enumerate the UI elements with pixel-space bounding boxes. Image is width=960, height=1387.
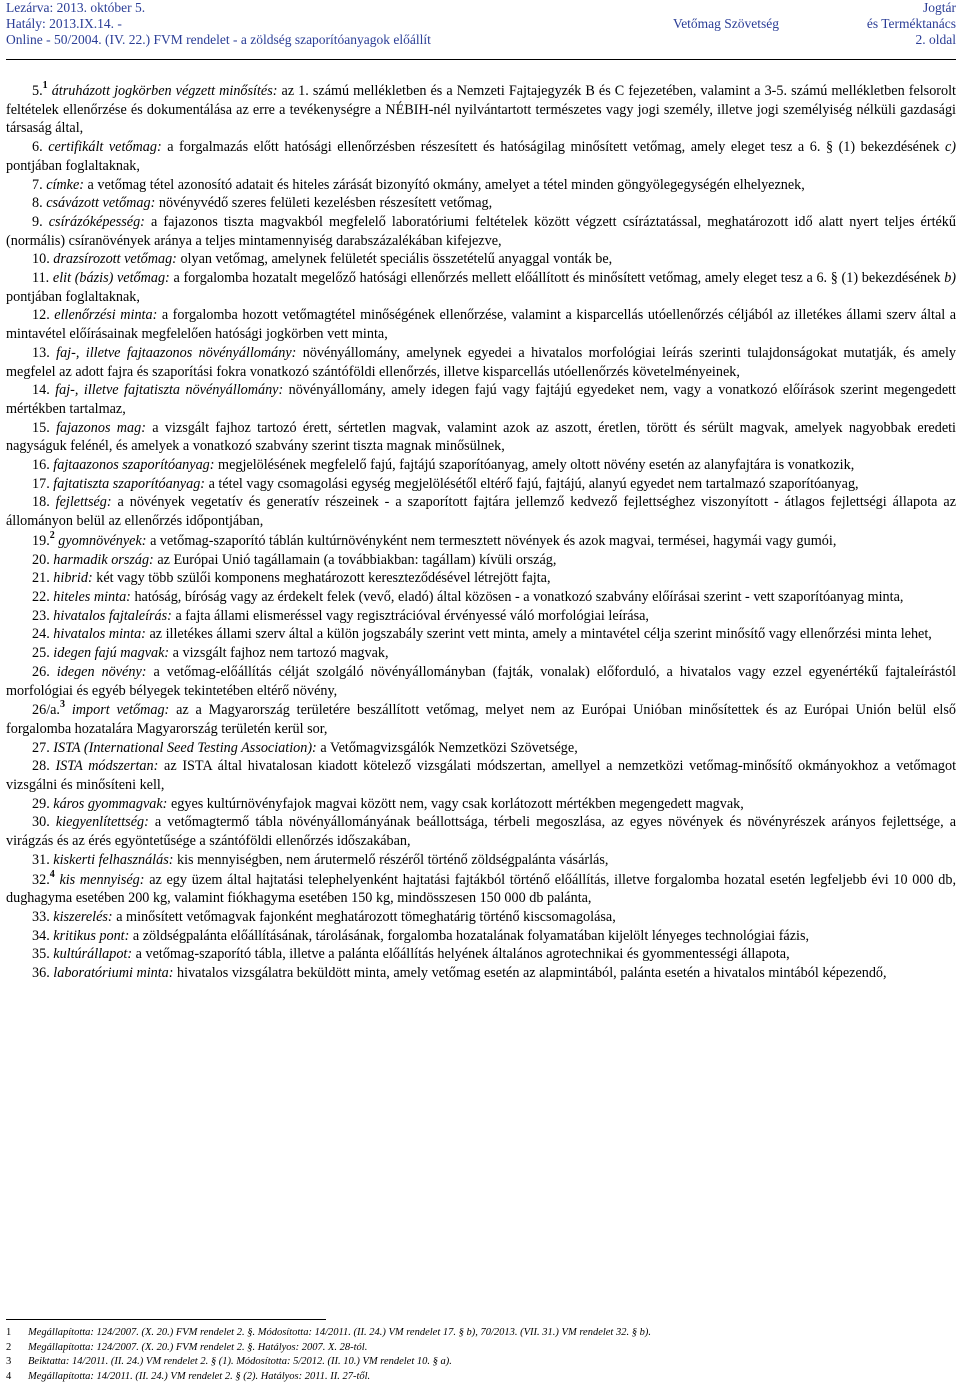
definition-item [6, 250, 956, 269]
definition-item [6, 138, 956, 175]
footnote-ref[interactable]: 3 [59, 699, 65, 711]
document-body [6, 82, 956, 983]
definition-text: növényállomány, amely idegen fajú vagy fajtájú egyedeket nem, vagy a vonatkozó előírások szerint megengedett mértékben tartalmaz, [6, 382, 956, 417]
point-reference: b) [944, 270, 957, 287]
item-number: 13. [32, 344, 50, 361]
definition-text: a vetőmag-szaporító táblán kultúrnövényként nem termesztett növények és azok magvai, termései, hagymái vagy gumói, [146, 532, 837, 549]
defined-term: laboratóriumi minta: [53, 965, 174, 982]
defined-term: harmadik ország: [53, 551, 154, 568]
defined-term: kritikus pont: [53, 927, 130, 944]
definition-item [6, 757, 956, 794]
item-number: 17. [32, 475, 50, 492]
header-organization-suffix: és Terméktanács [866, 16, 956, 31]
item-number: 34. [32, 927, 50, 944]
definition-item [6, 213, 956, 250]
defined-term: ISTA módszertan: [55, 758, 159, 775]
defined-term: ellenőrzési minta: [54, 307, 158, 324]
item-number: 5. [32, 83, 43, 99]
footnote [6, 1370, 956, 1385]
definition-text: növényállomány, amelynek egyedei a hivatalos morfológiai leírás szerinti tulajdonságokat mutatják, és amely megfelel az adott fajra és szaporítási fokra vonatkozó szántóföldi ellenőrzés, illetve kisparcellás utóellenőrzés követelményeinek, [6, 344, 956, 380]
definition-item [6, 381, 956, 418]
definition-text: a növények vegetatív és generatív részeinek - a szaporított fajtára jellemző kedvező fejlettséghez viszonyított - átlagos fejlettségi állapota az állományon belül az ellenőrzés időpontjában, [6, 494, 956, 530]
defined-term: csírázóképesség: [48, 213, 145, 230]
definition-item [6, 868, 957, 908]
item-number: 15. [32, 419, 50, 436]
definition-item [6, 306, 956, 343]
definition-text: a vetőmag tétel azonosító adatait és hiteles zárását bizonyító okmány, amelyet a tétel minden göngyölegegységén elhelyeznek, [84, 176, 805, 193]
item-number: 12. [32, 307, 50, 324]
definition-text: a fajta állami elismeréssel vagy regisztrációval érvényessé váló morfológiai leírása, [171, 607, 649, 624]
footnotes [6, 1326, 956, 1384]
defined-term: fejlettség: [55, 494, 112, 511]
item-number: 31. [32, 851, 50, 868]
footnote-number: 4 [6, 1370, 12, 1382]
definition-text: a vetőmag-szaporító tábla, illetve a palánta előállítás helyének általános agrotechnikai és gyommentességi állapota, [132, 946, 790, 963]
definition-item [6, 569, 956, 588]
footnote [6, 1341, 956, 1356]
definition-item [6, 475, 956, 494]
item-number: 29. [32, 795, 50, 812]
item-number: 30. [32, 814, 50, 831]
footnote-divider [6, 1319, 326, 1320]
item-number: 26/a. [32, 702, 60, 719]
definition-text: megjelölésének megfelelő fajú, fajtájú szaporítóanyag, amely oltott növény esetén az alanyfajtára is vonatkozik, [214, 457, 855, 474]
footnote-ref[interactable]: 4 [49, 868, 55, 880]
item-number: 32. [32, 871, 50, 888]
item-number: 14. [32, 382, 50, 399]
definition-item [6, 927, 956, 946]
defined-term: idegen növény: [56, 663, 147, 680]
definition-item [6, 644, 956, 663]
item-number: 22. [32, 588, 50, 605]
definition-item [6, 344, 956, 381]
definition-text: növényvédő szeres felületi kezelésben részesített vetőmag, [155, 195, 493, 212]
defined-term: elit (bázis) vetőmag: [52, 270, 170, 287]
definition-text: az a Magyarország területére beszállított vetőmag, melyet nem az Európai Unióban minősítettek és az Európai Unión belül első forgalomba hozatalára Magyarország területén kerül sor, [6, 702, 956, 737]
definition-item [6, 851, 956, 870]
definition-item [6, 607, 956, 626]
defined-term: import vetőmag: [71, 702, 170, 719]
definition-text: az 1. számú mellékletben és a Nemzeti Fajtajegyzék B és C fejezetében, valamint a 3-5. számú mellékletben felsorolt feltételek ellenőrzése és dokumentálása az erre a tevékenységre a NÉBIH-nél nyilvántartott természetes vagy jogi személy, illetve jogi személyiség nélküli gazdasági társaság által, [6, 83, 956, 137]
definition-item [6, 945, 956, 964]
definition-text: a zöldségpalánta előállításának, tárolásának, forgalomba hozatalának folyamatában kijelölt lényeges technológiai fázis, [129, 927, 810, 944]
definition-item [6, 625, 956, 644]
definition-text: az egy üzem által hajtatási telephelyenként hajtatási fajtákból történő előállítás, illetve forgalomba hozatal esetén legfeljebb évi 10 000 db, dughagyma esetében 200 kg, valamint fiókhagyma esetében 150 kg, mindösszesen 150 000 db palánta, [6, 871, 957, 907]
defined-term: hivatalos minta: [53, 626, 146, 643]
definition-item [6, 456, 956, 475]
defined-term: kiegyenlítettség: [55, 814, 149, 831]
definition-item [6, 419, 956, 456]
header-row-1 [6, 0, 956, 16]
definition-item [6, 588, 956, 607]
item-number: 23. [32, 607, 50, 624]
footnote-text: Megállapította: 124/2007. (X. 20.) FVM rendelet 2. §. Hatályos: 2007. X. 28-tól. [28, 1341, 368, 1353]
item-number: 9. [32, 213, 43, 230]
header-document-title: Online - 50/2004. (IV. 22.) FVM rendelet - a zöldség szaporítóanyagok előállít [6, 32, 431, 47]
definition-text: a forgalomba hozott vetőmagtétel minőségének ellenőrzése, valamint a kisparcellás utóellenőrzés céljából az illetékes állami szerv által a mintavétel előírásainak megfelelően hatósági jogkörben vett minta, [6, 307, 957, 343]
definition-text: a minősített vetőmagvak fajonként meghatározott tömeghatárig történő kiscsomagolása, [112, 908, 616, 925]
definition-item [6, 532, 956, 551]
definition-text: a vizsgált fajhoz nem tartozó magvak, [169, 645, 389, 662]
defined-term: ISTA (International Seed Testing Association): [53, 739, 317, 756]
header-divider [6, 59, 956, 60]
header-effective-date: Hatály: 2013.IX.14. - [6, 16, 122, 31]
defined-term: drazsírozott vetőmag: [53, 251, 177, 268]
definition-item [6, 551, 956, 570]
definition-item [6, 908, 956, 927]
defined-term: kiszerelés: [53, 908, 113, 925]
defined-term: fajtaazonos szaporítóanyag: [53, 457, 215, 474]
defined-term: faj-, illetve fajtaazonos növényállomány: [56, 344, 297, 361]
definition-text: az ISTA által hivatalosan kiadott kötelező vizsgálati módszertan, amellyel a nemzetközi vetőmag-minősítő okmányokhoz a vetőmagot vizsgálni és minősíteni kell, [6, 758, 957, 794]
definition-item [6, 964, 956, 983]
definition-text: a vetőmagtermő tábla növényállományának beállottsága, térbeli megoszlása, az egyes növények és növényrészek arányos fejlettsége, a virágzás és az érés egyöntetűsége a szántóföldi ellenőrzés időszakában, [6, 814, 957, 850]
definition-text: a tétel vagy csomagolási egység megjelölésétől eltérő fajú, fajtájú, alanyú egyedet nem tartalmazó szaporítóanyag, [205, 475, 859, 492]
definition-item [6, 82, 956, 138]
definition-text: két vagy több szülői komponens meghatározott kereszteződésével létrejött fajta, [92, 570, 551, 587]
item-number: 21. [32, 570, 50, 587]
item-number: 16. [32, 457, 50, 474]
defined-term: hivatalos fajtaleírás: [53, 607, 172, 624]
definition-text: a forgalmazás előtt hatósági ellenőrzésben részesített és hatóságilag minősített vetőmag, amely eleget tesz a 6. § (1) bekezdésének [161, 139, 945, 156]
definition-text: a vizsgált fajhoz tartozó érett, sértetlen magvak, valamint azok az aszott, éretlen, törött és sérült magvak, amelyek nagyobbak eredeti nagyságuk felénél, és amelyek a vonatkozó szabvány szerint tiszta magnak minősülnek, [6, 419, 957, 455]
item-number: 19. [32, 532, 50, 549]
item-number: 11. [32, 270, 50, 287]
item-number: 26. [32, 663, 50, 680]
definition-item [6, 194, 956, 213]
item-number: 28. [32, 758, 50, 775]
definition-text: hatóság, bíróság vagy az érdekelt felek (vevő, eladó) által közösen - a vonatkozó szabvány előírásai szerint - vett szaporítóanyag minta, [130, 588, 904, 605]
footnote-text: Megállapította: 124/2007. (X. 20.) FVM rendelet 2. §. Módosította: 14/2011. (II. 24.) VM rendelet 17. § b), 70/2013. (VII. 31.) VM rendelet 32. § b). [28, 1327, 651, 1338]
item-number: 25. [32, 645, 50, 662]
footnote-ref[interactable]: 2 [49, 530, 55, 542]
header-page-number: 2. oldal [915, 32, 956, 47]
footnote-text: Beiktatta: 14/2011. (II. 24.) VM rendelet 2. § (1). Módosította: 5/2012. (II. 10.) VM rendelet 10. § a). [28, 1356, 452, 1368]
defined-term: faj-, illetve fajtatiszta növényállomány: [55, 382, 284, 399]
definition-text: a vetőmag-előállítás célját szolgáló növényállományban (fajták, vonalak) előforduló, a hivatalos vagy ezzel egyenértékű fajtaleírástól morfológiai és egyéb bélyegek tekintetében eltérő növény, [6, 663, 957, 699]
definition-text: hivatalos vizsgálatra beküldött minta, amely vetőmag esetén az alapmintából, palánta esetén a hivatalos mintából képezendő, [173, 965, 887, 982]
definition-text: az Európai Unió tagállamain (a továbbiakban: tagállam) kívüli ország, [153, 551, 557, 568]
definition-text: a forgalomba hozatalt megelőző hatósági ellenőrzés mellett előállított és minősített vetőmag, amely eleget tesz a 6. § (1) bekezdésének [169, 270, 945, 287]
definition-item [6, 493, 956, 530]
page-header [6, 0, 956, 48]
defined-term: csávázott vetőmag: [46, 195, 156, 212]
definition-item [6, 663, 956, 700]
header-row-3 [6, 32, 956, 48]
defined-term: idegen fajú magvak: [53, 645, 170, 662]
defined-term: hiteles minta: [53, 588, 131, 605]
item-number: 10. [32, 251, 50, 268]
definition-text-cont: pontjában foglaltaknak, [6, 157, 140, 174]
footnote [6, 1355, 956, 1370]
defined-term: fajazonos mag: [56, 419, 146, 436]
definition-text: egyes kultúrnövényfajok magvai között nem, vagy csak korlátozott mértékben megengedett magvak, [167, 795, 744, 812]
item-number: 6. [32, 139, 43, 156]
definition-text: kis mennyiségben, nem árutermelő részéről történő zöldségpalánta vásárlás, [173, 851, 609, 868]
defined-term: certifikált vetőmag: [48, 139, 162, 156]
definition-text: az illetékes állami szerv által a külön jogszabály szerint vett minta, amely a mintavétel célja szerint minősítő vagy ellenőrzési minta lehet, [145, 626, 932, 643]
header-organization: Vetőmag Szövetség [672, 16, 780, 31]
footnote-number: 2 [6, 1341, 12, 1353]
defined-term: gyomnövények: [58, 532, 147, 549]
defined-term: hibrid: [53, 570, 93, 587]
defined-term: kiskerti felhasználás: [53, 851, 174, 868]
item-number: 20. [32, 551, 50, 568]
item-number: 35. [32, 946, 50, 963]
item-number: 27. [32, 739, 50, 756]
defined-term: káros gyommagvak: [53, 795, 168, 812]
defined-term: átruházott jogkörben végzett minősítés: [51, 83, 278, 99]
defined-term: címke: [46, 176, 84, 193]
footnote-ref[interactable]: 1 [42, 80, 48, 92]
defined-term: fajtatiszta szaporítóanyag: [53, 475, 206, 492]
point-reference: c) [944, 139, 957, 156]
definition-text: a fajazonos tiszta magvakból megfelelő laboratóriumi feltételek között végzett csíráztatással, meghatározott idő alatt nyert teljes értékű (normális) csíranövények aránya a teljes mintamennyiség darabszázalékában kifejezve, [6, 213, 956, 249]
header-publisher: Jogtár [923, 0, 956, 15]
definition-item [6, 176, 956, 195]
header-center-1 [626, 0, 826, 16]
footnote-number: 3 [6, 1356, 12, 1368]
item-number: 7. [32, 176, 43, 193]
header-closed-date: Lezárva: 2013. október 5. [6, 0, 146, 15]
item-number: 8. [32, 195, 43, 212]
header-center-3 [626, 32, 826, 48]
footnote-text: Megállapította: 14/2011. (II. 24.) VM rendelet 2. § (2). Hatályos: 2011. II. 27-től. [28, 1370, 371, 1382]
defined-term: kultúrállapot: [53, 946, 133, 963]
footnote [6, 1326, 956, 1341]
definition-item [6, 739, 956, 758]
definition-text-cont: pontjában foglaltaknak, [6, 288, 140, 305]
definition-text: olyan vetőmag, amelynek felületét speciális összetételű anyaggal vonták be, [176, 251, 613, 268]
definition-item [6, 269, 956, 306]
item-number: 18. [32, 494, 50, 511]
footnote-number: 1 [6, 1327, 12, 1338]
definition-item [6, 813, 956, 850]
header-row-2 [6, 16, 956, 32]
definition-text: a Vetőmagvizsgálók Nemzetközi Szövetsége, [316, 739, 578, 756]
definition-item [6, 701, 956, 738]
item-number: 33. [32, 908, 50, 925]
item-number: 36. [32, 965, 50, 982]
item-number: 24. [32, 626, 50, 643]
definition-item [6, 795, 956, 814]
defined-term: kis mennyiség: [59, 871, 145, 888]
